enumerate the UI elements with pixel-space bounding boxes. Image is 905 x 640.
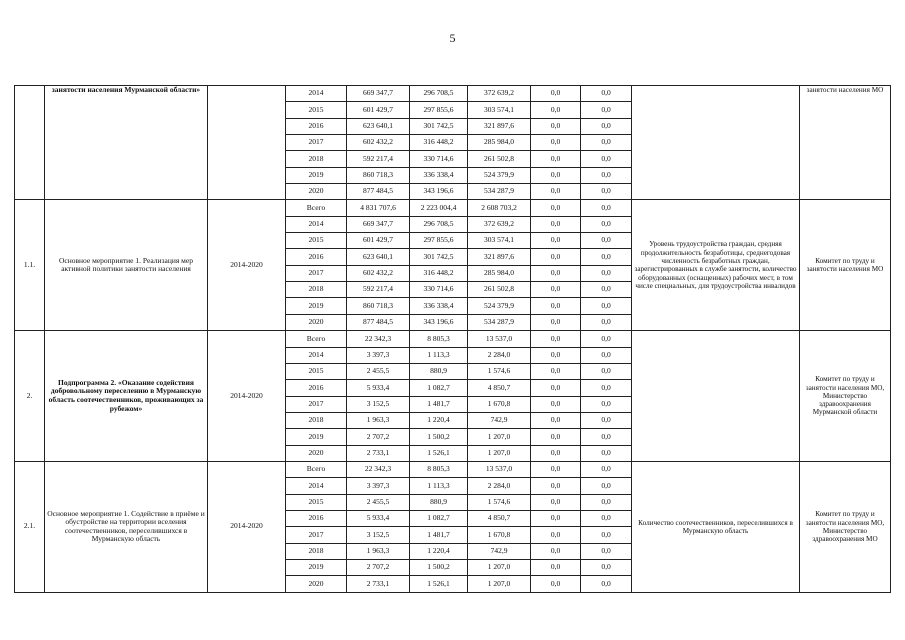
row-local-cell: 0,0 xyxy=(531,135,581,151)
row-regional-cell: 524 379,9 xyxy=(468,298,531,314)
item-executor: занятости населения МО xyxy=(800,86,891,200)
row-total-cell: 22 342,3 xyxy=(347,461,410,477)
row-other-cell: 0,0 xyxy=(581,216,632,232)
item-executor: Комитет по труду и занятости населения МО, Министерство здравоохранения Мурманской области xyxy=(800,331,891,462)
row-total-cell: 3 152,5 xyxy=(347,396,410,412)
row-federal-cell: 1 526,1 xyxy=(410,445,468,461)
row-year-cell: 2015 xyxy=(286,363,347,379)
table-body xyxy=(15,86,891,593)
row-regional-cell: 2 608 703,2 xyxy=(468,200,531,216)
row-regional-cell: 524 379,9 xyxy=(468,167,531,183)
row-federal-cell: 1 220,4 xyxy=(410,412,468,428)
row-federal-cell: 1 113,3 xyxy=(410,347,468,363)
row-total-cell: 2 733,1 xyxy=(347,576,410,592)
row-total-cell: 2 707,2 xyxy=(347,429,410,445)
row-total-cell: 2 455,5 xyxy=(347,363,410,379)
row-total-cell: 3 397,3 xyxy=(347,347,410,363)
row-federal-cell: 336 338,4 xyxy=(410,167,468,183)
item-indicators xyxy=(632,331,800,462)
row-regional-cell: 2 284,0 xyxy=(468,347,531,363)
row-year-cell: 2018 xyxy=(286,282,347,298)
row-total-cell: 3 397,3 xyxy=(347,478,410,494)
row-total-cell: 602 432,2 xyxy=(347,135,410,151)
table-row xyxy=(15,461,891,477)
row-local-cell: 0,0 xyxy=(531,298,581,314)
row-local-cell: 0,0 xyxy=(531,249,581,265)
row-year-cell: 2017 xyxy=(286,396,347,412)
row-year-cell: 2018 xyxy=(286,543,347,559)
item-period: 2014-2020 xyxy=(208,200,286,331)
row-other-cell: 0,0 xyxy=(581,233,632,249)
row-other-cell: 0,0 xyxy=(581,527,632,543)
row-local-cell: 0,0 xyxy=(531,445,581,461)
row-other-cell: 0,0 xyxy=(581,151,632,167)
row-regional-cell: 285 984,0 xyxy=(468,265,531,281)
row-total-cell: 4 831 707,6 xyxy=(347,200,410,216)
row-regional-cell: 303 574,1 xyxy=(468,102,531,118)
row-total-cell: 2 455,5 xyxy=(347,494,410,510)
row-regional-cell: 742,9 xyxy=(468,412,531,428)
row-other-cell: 0,0 xyxy=(581,445,632,461)
row-total-cell: 601 429,7 xyxy=(347,102,410,118)
item-number: 1.1. xyxy=(15,200,45,331)
row-other-cell: 0,0 xyxy=(581,249,632,265)
row-federal-cell: 296 708,5 xyxy=(410,86,468,102)
row-local-cell: 0,0 xyxy=(531,396,581,412)
row-regional-cell: 261 502,8 xyxy=(468,282,531,298)
row-federal-cell: 880,9 xyxy=(410,494,468,510)
row-year-cell: 2014 xyxy=(286,347,347,363)
row-regional-cell: 13 537,0 xyxy=(468,461,531,477)
item-executor: Комитет по труду и занятости населения МО xyxy=(800,200,891,331)
row-regional-cell: 13 537,0 xyxy=(468,331,531,347)
row-total-cell: 601 429,7 xyxy=(347,233,410,249)
row-federal-cell: 1 113,3 xyxy=(410,478,468,494)
row-regional-cell: 742,9 xyxy=(468,543,531,559)
row-local-cell: 0,0 xyxy=(531,151,581,167)
row-federal-cell: 301 742,5 xyxy=(410,118,468,134)
row-regional-cell: 4 850,7 xyxy=(468,510,531,526)
item-period: 2014-2020 xyxy=(208,331,286,462)
row-year-cell: 2016 xyxy=(286,118,347,134)
item-number: 2.1. xyxy=(15,461,45,592)
row-year-cell: 2019 xyxy=(286,429,347,445)
row-other-cell: 0,0 xyxy=(581,347,632,363)
item-title: Основное мероприятие 1. Содействие в приёме и обустройстве на территории вселения соотечественников, переселившихся в Мурманскую область xyxy=(45,461,208,592)
row-other-cell: 0,0 xyxy=(581,461,632,477)
row-federal-cell: 343 196,6 xyxy=(410,314,468,330)
row-total-cell: 1 963,3 xyxy=(347,543,410,559)
item-indicators: Уровень трудоустройства граждан, средняя продолжительность безработицы, среднегодовая численность безработных граждан, зарегистрированных в службе занятости, количество оборудованных (оснащенных) рабочих мест, в том числе специальных, для трудоустройства инвалидов xyxy=(632,200,800,331)
item-indicators: Количество соотечественников, переселившихся в Мурманскую область xyxy=(632,461,800,592)
row-other-cell: 0,0 xyxy=(581,559,632,575)
row-local-cell: 0,0 xyxy=(531,314,581,330)
row-total-cell: 2 733,1 xyxy=(347,445,410,461)
row-other-cell: 0,0 xyxy=(581,184,632,200)
row-year-cell: 2019 xyxy=(286,298,347,314)
row-federal-cell: 343 196,6 xyxy=(410,184,468,200)
row-year-cell: 2017 xyxy=(286,527,347,543)
row-total-cell: 623 640,1 xyxy=(347,249,410,265)
row-local-cell: 0,0 xyxy=(531,559,581,575)
row-year-cell: 2016 xyxy=(286,380,347,396)
row-regional-cell: 1 207,0 xyxy=(468,559,531,575)
row-regional-cell: 1 574,6 xyxy=(468,363,531,379)
row-regional-cell: 534 287,9 xyxy=(468,314,531,330)
row-year-cell: Всего xyxy=(286,461,347,477)
row-federal-cell: 1 082,7 xyxy=(410,510,468,526)
row-regional-cell: 261 502,8 xyxy=(468,151,531,167)
row-other-cell: 0,0 xyxy=(581,102,632,118)
table-row xyxy=(15,86,891,102)
row-year-cell: 2014 xyxy=(286,86,347,102)
row-other-cell: 0,0 xyxy=(581,412,632,428)
row-year-cell: 2018 xyxy=(286,151,347,167)
row-local-cell: 0,0 xyxy=(531,527,581,543)
row-local-cell: 0,0 xyxy=(531,331,581,347)
row-other-cell: 0,0 xyxy=(581,118,632,134)
row-local-cell: 0,0 xyxy=(531,167,581,183)
row-year-cell: 2020 xyxy=(286,445,347,461)
row-other-cell: 0,0 xyxy=(581,543,632,559)
row-total-cell: 22 342,3 xyxy=(347,331,410,347)
row-other-cell: 0,0 xyxy=(581,494,632,510)
row-federal-cell: 330 714,6 xyxy=(410,151,468,167)
item-title: занятости населения Мурманской области» xyxy=(45,86,208,200)
row-regional-cell: 303 574,1 xyxy=(468,233,531,249)
row-federal-cell: 2 223 004,4 xyxy=(410,200,468,216)
row-federal-cell: 297 855,6 xyxy=(410,233,468,249)
row-year-cell: 2015 xyxy=(286,494,347,510)
row-regional-cell: 321 897,6 xyxy=(468,118,531,134)
row-other-cell: 0,0 xyxy=(581,298,632,314)
row-regional-cell: 321 897,6 xyxy=(468,249,531,265)
row-year-cell: 2020 xyxy=(286,314,347,330)
page-number: 5 xyxy=(449,31,456,45)
row-local-cell: 0,0 xyxy=(531,429,581,445)
row-local-cell: 0,0 xyxy=(531,118,581,134)
row-local-cell: 0,0 xyxy=(531,86,581,102)
row-total-cell: 5 933,4 xyxy=(347,510,410,526)
row-federal-cell: 1 500,2 xyxy=(410,429,468,445)
row-total-cell: 669 347,7 xyxy=(347,86,410,102)
row-other-cell: 0,0 xyxy=(581,135,632,151)
row-local-cell: 0,0 xyxy=(531,265,581,281)
row-total-cell: 592 217,4 xyxy=(347,151,410,167)
row-federal-cell: 336 338,4 xyxy=(410,298,468,314)
row-regional-cell: 1 574,6 xyxy=(468,494,531,510)
row-federal-cell: 8 805,3 xyxy=(410,331,468,347)
row-year-cell: 2018 xyxy=(286,412,347,428)
row-federal-cell: 316 448,2 xyxy=(410,265,468,281)
row-regional-cell: 372 639,2 xyxy=(468,86,531,102)
row-other-cell: 0,0 xyxy=(581,396,632,412)
row-year-cell: 2017 xyxy=(286,265,347,281)
row-other-cell: 0,0 xyxy=(581,86,632,102)
row-year-cell: 2016 xyxy=(286,510,347,526)
row-total-cell: 5 933,4 xyxy=(347,380,410,396)
row-local-cell: 0,0 xyxy=(531,494,581,510)
row-other-cell: 0,0 xyxy=(581,331,632,347)
row-other-cell: 0,0 xyxy=(581,363,632,379)
row-local-cell: 0,0 xyxy=(531,576,581,592)
item-executor: Комитет по труду и занятости населения МО, Министерство здравоохранения МО xyxy=(800,461,891,592)
row-other-cell: 0,0 xyxy=(581,510,632,526)
row-other-cell: 0,0 xyxy=(581,265,632,281)
row-year-cell: 2016 xyxy=(286,249,347,265)
table-row xyxy=(15,331,891,347)
row-other-cell: 0,0 xyxy=(581,429,632,445)
row-federal-cell: 1 220,4 xyxy=(410,543,468,559)
row-other-cell: 0,0 xyxy=(581,314,632,330)
row-local-cell: 0,0 xyxy=(531,478,581,494)
item-indicators xyxy=(632,86,800,200)
row-federal-cell: 1 481,7 xyxy=(410,396,468,412)
row-other-cell: 0,0 xyxy=(581,167,632,183)
row-year-cell: 2020 xyxy=(286,184,347,200)
row-local-cell: 0,0 xyxy=(531,184,581,200)
row-local-cell: 0,0 xyxy=(531,543,581,559)
row-federal-cell: 297 855,6 xyxy=(410,102,468,118)
row-federal-cell: 316 448,2 xyxy=(410,135,468,151)
item-title: Основное мероприятие 1. Реализация мер активной политики занятости населения xyxy=(45,200,208,331)
item-title: Подпрограмма 2. «Оказание содействия добровольному переселению в Мурманскую область соотечественников, проживающих за рубежом» xyxy=(45,331,208,462)
row-year-cell: 2017 xyxy=(286,135,347,151)
row-federal-cell: 1 082,7 xyxy=(410,380,468,396)
row-federal-cell: 330 714,6 xyxy=(410,282,468,298)
row-other-cell: 0,0 xyxy=(581,380,632,396)
row-year-cell: Всего xyxy=(286,200,347,216)
row-regional-cell: 1 670,8 xyxy=(468,527,531,543)
row-total-cell: 3 152,5 xyxy=(347,527,410,543)
row-other-cell: 0,0 xyxy=(581,282,632,298)
item-number: 2. xyxy=(15,331,45,462)
row-year-cell: Всего xyxy=(286,331,347,347)
row-federal-cell: 880,9 xyxy=(410,363,468,379)
row-federal-cell: 1 526,1 xyxy=(410,576,468,592)
row-year-cell: 2015 xyxy=(286,102,347,118)
row-regional-cell: 1 670,8 xyxy=(468,396,531,412)
row-regional-cell: 534 287,9 xyxy=(468,184,531,200)
row-local-cell: 0,0 xyxy=(531,363,581,379)
row-total-cell: 877 484,5 xyxy=(347,184,410,200)
row-total-cell: 877 484,5 xyxy=(347,314,410,330)
row-local-cell: 0,0 xyxy=(531,216,581,232)
item-number xyxy=(15,86,45,200)
row-local-cell: 0,0 xyxy=(531,200,581,216)
row-total-cell: 2 707,2 xyxy=(347,559,410,575)
row-federal-cell: 8 805,3 xyxy=(410,461,468,477)
row-federal-cell: 1 481,7 xyxy=(410,527,468,543)
row-regional-cell: 372 639,2 xyxy=(468,216,531,232)
row-year-cell: 2014 xyxy=(286,216,347,232)
table-row xyxy=(15,200,891,216)
row-federal-cell: 1 500,2 xyxy=(410,559,468,575)
row-federal-cell: 296 708,5 xyxy=(410,216,468,232)
row-local-cell: 0,0 xyxy=(531,510,581,526)
row-other-cell: 0,0 xyxy=(581,478,632,494)
row-year-cell: 2014 xyxy=(286,478,347,494)
row-regional-cell: 4 850,7 xyxy=(468,380,531,396)
row-local-cell: 0,0 xyxy=(531,102,581,118)
row-total-cell: 1 963,3 xyxy=(347,412,410,428)
program-table xyxy=(14,85,891,593)
item-period: 2014-2020 xyxy=(208,461,286,592)
row-regional-cell: 285 984,0 xyxy=(468,135,531,151)
row-local-cell: 0,0 xyxy=(531,461,581,477)
row-local-cell: 0,0 xyxy=(531,380,581,396)
row-total-cell: 602 432,2 xyxy=(347,265,410,281)
row-local-cell: 0,0 xyxy=(531,412,581,428)
row-total-cell: 860 718,3 xyxy=(347,298,410,314)
row-total-cell: 592 217,4 xyxy=(347,282,410,298)
row-regional-cell: 2 284,0 xyxy=(468,478,531,494)
row-year-cell: 2015 xyxy=(286,233,347,249)
row-other-cell: 0,0 xyxy=(581,576,632,592)
row-year-cell: 2019 xyxy=(286,167,347,183)
row-regional-cell: 1 207,0 xyxy=(468,576,531,592)
row-local-cell: 0,0 xyxy=(531,233,581,249)
row-total-cell: 623 640,1 xyxy=(347,118,410,134)
row-total-cell: 669 347,7 xyxy=(347,216,410,232)
item-period xyxy=(208,86,286,200)
row-total-cell: 860 718,3 xyxy=(347,167,410,183)
row-regional-cell: 1 207,0 xyxy=(468,445,531,461)
row-year-cell: 2019 xyxy=(286,559,347,575)
row-other-cell: 0,0 xyxy=(581,200,632,216)
row-regional-cell: 1 207,0 xyxy=(468,429,531,445)
row-local-cell: 0,0 xyxy=(531,282,581,298)
row-local-cell: 0,0 xyxy=(531,347,581,363)
row-federal-cell: 301 742,5 xyxy=(410,249,468,265)
row-year-cell: 2020 xyxy=(286,576,347,592)
